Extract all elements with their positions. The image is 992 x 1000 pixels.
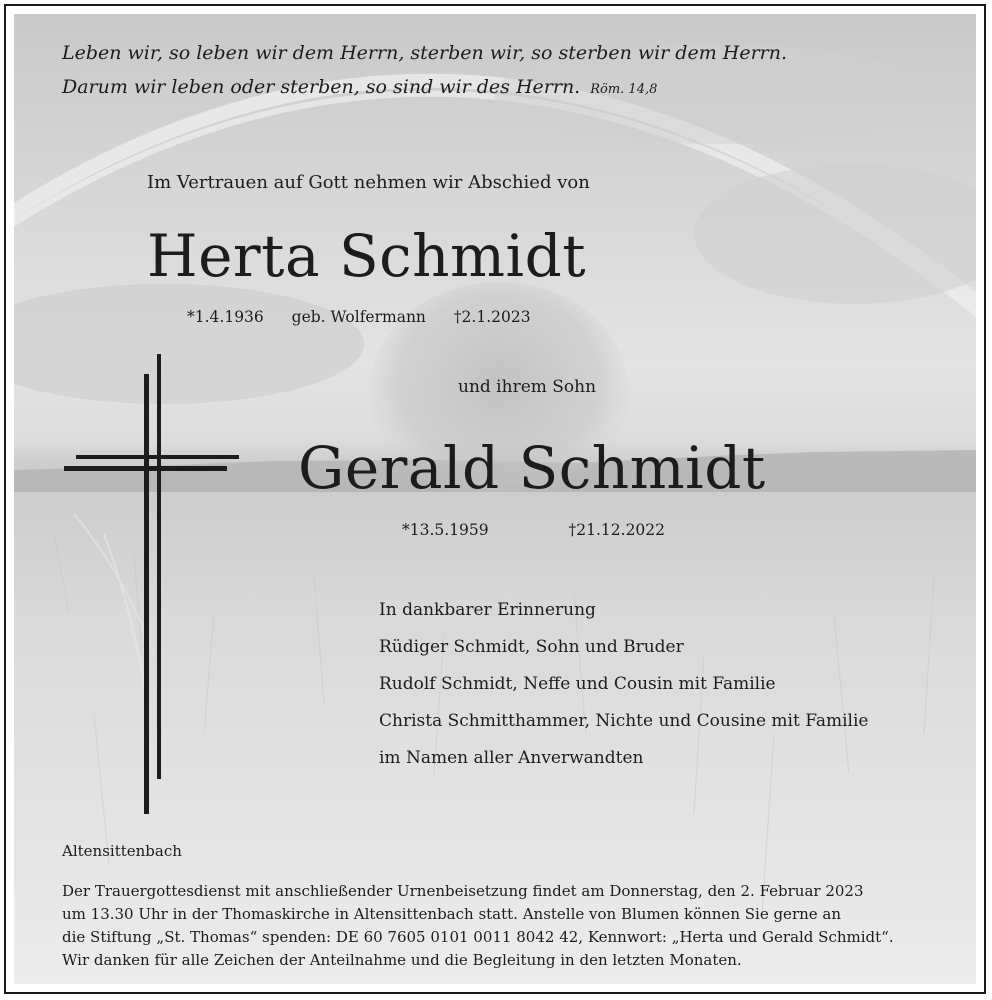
service-line: Der Trauergottesdienst mit anschließender Urnenbeisetzung findet am Donnerstag, den 2. Februar 2023 [62,882,864,900]
mourner-line: Rudolf Schmidt, Neffe und Cousin mit Familie [379,674,776,694]
mourner-line: Christa Schmitthammer, Nichte und Cousine mit Familie [379,711,869,731]
service-info [62,880,894,972]
service-line: um 13.30 Uhr in der Thomaskirche in Altensittenbach statt. Anstelle von Blumen können Sie gerne an [62,905,842,923]
birth-date-herta: *1.4.1936 [187,308,264,326]
mourner-line: im Namen aller Anverwandten [379,748,644,768]
connector-text: und ihrem Sohn [458,377,597,397]
mourner-line: Rüdiger Schmidt, Sohn und Bruder [379,637,684,657]
verse-reference: Röm. 14,8 [590,82,658,97]
verse-line-2 [62,72,657,105]
cross-icon [64,354,244,814]
birth-date-gerald: *13.5.1959 [402,521,489,539]
notice-content [14,14,976,984]
deceased-dates-gerald [402,521,665,539]
maiden-name-herta: geb. Wolfermann [291,308,426,326]
deceased-dates-herta [187,308,531,326]
death-date-herta: †2.1.2023 [453,308,531,326]
verse-line-2-text: Darum wir leben oder sterben, so sind wir des Herrn. [62,76,581,98]
death-date-gerald: †21.12.2022 [568,521,666,539]
place-name: Altensittenbach [62,842,182,860]
mourner-line: In dankbarer Erinnerung [379,600,596,620]
verse-line-1: Leben wir, so leben wir dem Herrn, sterben wir, so sterben wir dem Herrn. [62,42,788,64]
deceased-name-gerald: Gerald Schmidt [298,434,766,502]
obituary-notice [4,4,986,994]
deceased-name-herta: Herta Schmidt [147,222,587,290]
intro-text: Im Vertrauen auf Gott nehmen wir Abschied von [147,172,590,193]
service-line: die Stiftung „St. Thomas“ spenden: DE 60 7605 0101 0011 8042 42, Kennwort: „Herta und Gerald Schmidt“. [62,928,894,946]
service-line: Wir danken für alle Zeichen der Anteilnahme und die Begleitung in den letzten Monaten. [62,951,742,969]
